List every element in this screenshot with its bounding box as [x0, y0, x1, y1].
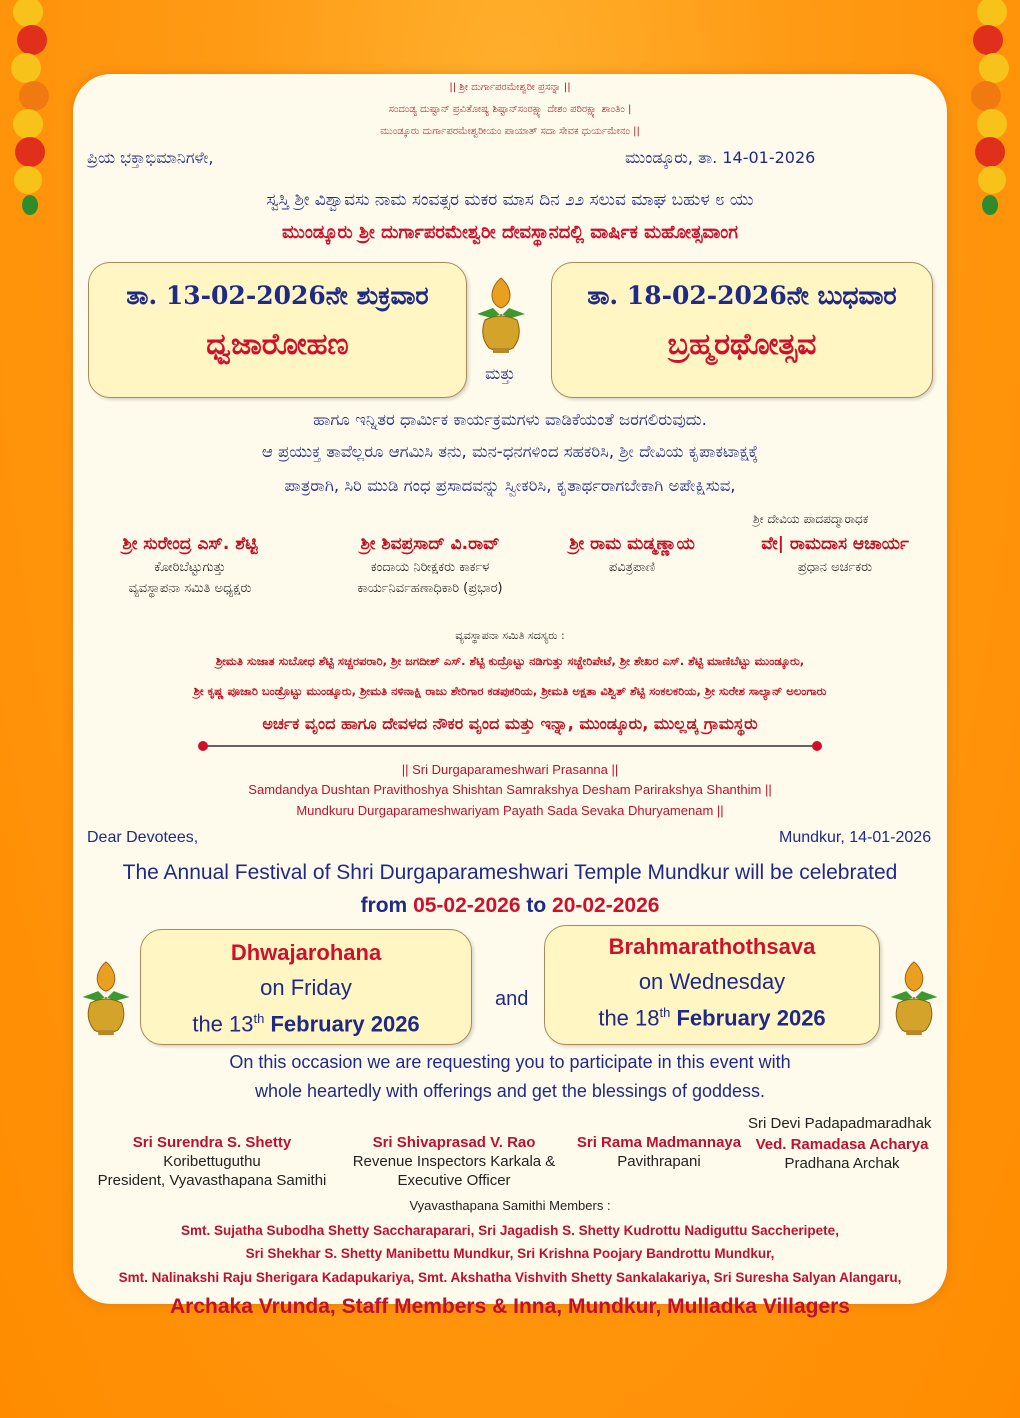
en-header-line-1: || Sri Durgaparameshwari Prasanna || — [401, 762, 619, 777]
kn-signatory-2 — [325, 534, 535, 596]
kn-intro-line-1: ಸ್ವಸ್ತಿ ಶ್ರೀ ವಿಶ್ವಾವಸು ನಾಮ ಸಂವತ್ಸರ ಮಕರ ಮಾಸ ದಿನ ೨೨ ಸಲುವ ಮಾಘ ಬಹುಳ ೮ ಯು — [266, 190, 754, 210]
en-members-line-1: Smt. Sujatha Subodha Shetty Saccharaparari, Sri Jagadish S. Shetty Kudrottu Nadiguttu Saccheripete, — [181, 1223, 839, 1238]
en-from-label: from — [360, 894, 408, 917]
kalash-right-icon — [879, 958, 949, 1038]
invitation-card — [73, 74, 947, 1318]
en-box2-the: the 18 — [598, 1005, 660, 1031]
en-signatory-2 — [343, 1134, 565, 1189]
kn-members-line-2: ಶ್ರೀ ಕೃಷ್ಣ ಪೂಜಾರಿ ಬಂಡ್ರೊಟ್ಟು ಮುಂಡ್ಕೂರು, ಶ್ರೀಮತಿ ನಳಿನಾಕ್ಷಿ ರಾಜು ಶೇರಿಗಾರ ಕಡಪುಕರಿಯ, ಶ್ರೀಮತಿ ಅಕ್ಷತಾ ವಿಶ್ವಿತ್ ಶೆಟ್ಟಿ ಸಂಕಲಕರಿಯ, ಶ್ರೀ ಸುರೇಶ ಸಾಲ್ಯಾನ್ ಅಲಂಗಾರು — [193, 684, 827, 698]
kn-signatory-3 — [547, 534, 717, 575]
en-sig2-sub1: Revenue Inspectors Karkala & — [352, 1153, 556, 1170]
marigold-garland-right — [960, 0, 1020, 215]
kn-box2-date: ತಾ. 18-02-2026ನೇ ಬುಧವಾರ — [587, 281, 897, 310]
en-sig1-name: Sri Surendra S. Shetty — [132, 1134, 292, 1151]
en-from-date: 05-02-2026 — [413, 894, 521, 917]
en-signatory-3 — [569, 1134, 749, 1170]
kn-sig4-sub1: ಪ್ರಧಾನ ಅರ್ಚಕರು — [797, 560, 873, 575]
en-box2-title: Brahmarathothsava — [608, 934, 816, 959]
en-box-dhwajarohana — [140, 929, 472, 1045]
en-header-line-2: Samdandya Dushtan Pravithoshya Shishtan Samrakshya Desham Parirakshya Shanthim || — [248, 782, 772, 797]
en-box1-line1: on Friday — [260, 975, 352, 1000]
kn-header-line-1: || ಶ್ರೀ ದುರ್ಗಾಪರಮೇಶ್ವರೀ ಪ್ರಸನ್ನಾ || — [449, 82, 571, 93]
kn-sig3-sub1: ಪವಿತ್ರಪಾಣಿ — [608, 560, 656, 575]
kn-header-line-3: ಮುಂಡ್ಕೂರು ದುರ್ಗಾಪರಮೇಶ್ವರೀಯಂ ಪಾಯಾತ್ ಸದಾ ಸೇವಕ ಧುರ್ಯಮೇನಂ || — [380, 126, 640, 137]
kn-box-dhwajarohana — [88, 262, 467, 398]
kn-intro-line-2: ಮುಂಡ್ಕೂರು ಶ್ರೀ ದುರ್ಗಾಪರಮೇಶ್ವರೀ ದೇವಸ್ಥಾನದಲ್ಲಿ ವಾರ್ಷಿಕ ಮಹೋತ್ಸವಾಂಗ — [281, 222, 739, 243]
kn-sig1-sub1: ಕೋರಿಬೆಟ್ಟುಗುತ್ತು — [154, 560, 226, 575]
en-sig4-name: Ved. Ramadasa Acharya — [755, 1136, 929, 1153]
divider-line — [197, 740, 823, 752]
en-members-line-3: Smt. Nalinakshi Raju Sherigara Kadapukariya, Smt. Akshatha Vishvith Shetty Sankalakariya, Sri Suresha Salyan Alangaru, — [118, 1270, 902, 1285]
en-sig3-sub1: Pavithrapani — [617, 1153, 701, 1170]
kn-body-line-3: ಪಾತ್ರರಾಗಿ, ಸಿರಿ ಮುಡಿ ಗಂಧ ಪ್ರಸಾದವನ್ನು ಸ್ವೀಕರಿಸಿ, ಕೃತಾರ್ಥರಾಗಬೇಕಾಗಿ ಅಪೇಕ್ಷಿಸುವ, — [284, 476, 736, 495]
en-members-label: Vyavasthapana Samithi Members : — [409, 1198, 611, 1213]
kn-sig1-name: ಶ್ರೀ ಸುರೇಂದ್ರ ಎಸ್. ಶೆಟ್ಟಿ — [122, 534, 258, 554]
en-box2-month: February 2026 — [676, 1005, 826, 1031]
en-box1-month: February 2026 — [270, 1011, 420, 1037]
kn-sig3-name: ಶ್ರೀ ರಾಮ ಮಡ್ಮಣ್ಣಾಯ — [569, 534, 695, 554]
en-signatory-4 — [749, 1136, 935, 1172]
en-signatory-1 — [87, 1134, 337, 1189]
kn-box1-title: ಧ್ವಜಾರೋಹಣ — [206, 327, 349, 362]
kalash-left-icon — [71, 958, 141, 1038]
en-intro: The Annual Festival of Shri Durgaparameshwari Temple Mundkur will be celebrated — [122, 861, 898, 884]
kn-sig2-name: ಶ್ರೀ ಶಿವಪ್ರಸಾದ್ ವಿ.ರಾವ್ — [360, 534, 500, 554]
kn-sig1-sub2: ವ್ಯವಸ್ಥಾಪನಾ ಸಮಿತಿ ಅಧ್ಯಕ್ಷರು — [128, 581, 252, 596]
kn-closing: ಅರ್ಚಕ ವೃಂದ ಹಾಗೂ ದೇವಳದ ನೌಕರ ವೃಂದ ಮತ್ತು ಇನ್ನಾ, ಮುಂಡ್ಕೂರು, ಮುಲ್ಲಡ್ಕ ಗ್ರಾಮಸ್ಥರು — [262, 714, 758, 733]
kn-greeting: ಪ್ರಿಯ ಭಕ್ತಾಭಿಮಾನಿಗಳೇ, — [87, 148, 214, 167]
en-box1-sup: th — [253, 1011, 265, 1026]
en-box-brahmarathothsava — [544, 925, 880, 1045]
en-to-label: to — [526, 894, 547, 917]
en-box1-date — [141, 1011, 471, 1037]
marigold-garland-left — [0, 0, 60, 215]
kn-and: ಮತ್ತು — [485, 364, 516, 383]
kn-sig4-name: ವೇ| ರಾಮದಾಸ ಆಚಾರ್ಯ — [761, 534, 909, 554]
kalash-icon — [471, 274, 531, 356]
kn-box-brahmarathothsava — [551, 262, 933, 398]
en-date-range — [73, 894, 947, 918]
kn-box2-title: ಬ್ರಹ್ಮರಥೋತ್ಸವ — [667, 327, 817, 362]
kn-box1-date: ತಾ. 13-02-2026ನೇ ಶುಕ್ರವಾರ — [126, 281, 429, 310]
en-sig-top-label: Sri Devi Padapadmaradhak — [748, 1115, 932, 1132]
en-and: and — [495, 988, 529, 1010]
en-place-date: Mundkur, 14-01-2026 — [779, 829, 932, 846]
en-box1-title: Dhwajarohana — [230, 940, 382, 965]
en-box1-the: the 13 — [192, 1011, 254, 1037]
en-sig1-sub1: Koribettuguthu — [163, 1153, 261, 1170]
kn-signatory-4 — [735, 534, 935, 575]
en-body-line-1: On this occasion we are requesting you to participate in this event with — [229, 1052, 791, 1072]
en-body-line-2: whole heartedly with offerings and get the blessings of goddess. — [255, 1081, 765, 1101]
en-header-line-3: Mundkuru Durgaparameshwariyam Payath Sada Sevaka Dhuryamenam || — [296, 803, 724, 818]
en-greeting: Dear Devotees, — [87, 829, 199, 846]
en-sig1-sub2: President, Vyavasthapana Samithi — [97, 1172, 327, 1189]
kn-sig-top-label: ಶ್ರೀ ದೇವಿಯ ಪಾದಪದ್ಮಾರಾಧಕ — [753, 512, 869, 526]
kn-sig2-sub1: ಕಂದಾಯ ನಿರೀಕ್ಷಕರು ಕಾರ್ಕಳ — [370, 560, 490, 575]
en-closing: Archaka Vrunda, Staff Members & Inna, Mundkur, Mulladka Villagers — [170, 1295, 850, 1318]
kn-header-line-2: ಸಂದಂಡ್ಯ ದುಷ್ಟಾನ್ ಪ್ರವಿತೋಷ್ಯ ಶಿಷ್ಟಾನ್‌ಸಂರಕ್ಷ್ಯಾ ದೇಶಂ ಪರಿರಕ್ಷ್ಯಾ ಶಾಂತಿಂ | — [388, 104, 632, 115]
kn-members-line-1: ಶ್ರೀಮತಿ ಸುಜಾತ ಸುಬೋಧ ಶೆಟ್ಟಿ ಸಚ್ಚರಪರಾರಿ, ಶ್ರೀ ಜಗದೀಶ್ ಎಸ್. ಶೆಟ್ಟಿ ಕುದ್ರೊಟ್ಟು ನಡಿಗುತ್ತು ಸಚ್ಚೇರಿಪೇಟೆ, ಶ್ರೀ ಶೇಖರ ಎಸ್. ಶೆಟ್ಟಿ ಮಾಣಿಬೆಟ್ಟು ಮುಂಡ್ಕೂರು, — [215, 654, 805, 668]
en-sig4-sub1: Pradhana Archak — [784, 1155, 900, 1172]
kn-body-line-2: ಆ ಪ್ರಯುಕ್ತ ತಾವೆಲ್ಲರೂ ಆಗಮಿಸಿ ತನು, ಮನ-ಧನಗಳಿಂದ ಸಹಕರಿಸಿ, ಶ್ರೀ ದೇವಿಯ ಕೃಪಾಕಟಾಕ್ಷಕ್ಕೆ — [261, 442, 759, 461]
en-box2-sup: th — [659, 1005, 671, 1020]
en-to-date: 20-02-2026 — [552, 894, 660, 917]
en-members-line-2: Sri Shekhar S. Shetty Manibettu Mundkur, Sri Krishna Poojary Bandrottu Mundkur, — [245, 1246, 775, 1261]
kn-signatory-1 — [95, 534, 285, 596]
kn-sig2-sub2: ಕಾರ್ಯನಿರ್ವಹಣಾಧಿಕಾರಿ (ಪ್ರಭಾರ) — [357, 581, 503, 596]
en-box2-line1: on Wednesday — [638, 969, 786, 994]
kn-members-label: ವ್ಯವಸ್ಥಾಪನಾ ಸಮಿತಿ ಸದಸ್ಯರು : — [455, 629, 565, 642]
kn-body-line-1: ಹಾಗೂ ಇನ್ನಿತರ ಧಾರ್ಮಿಕ ಕಾರ್ಯಕ್ರಮಗಳು ವಾಡಿಕೆಯಂತೆ ಜರಗಲಿರುವುದು. — [313, 410, 707, 429]
en-sig2-name: Sri Shivaprasad V. Rao — [372, 1134, 536, 1151]
en-sig3-name: Sri Rama Madmannaya — [576, 1134, 742, 1151]
en-box2-date — [545, 1005, 879, 1031]
en-sig2-sub2: Executive Officer — [397, 1172, 511, 1189]
kn-place-date: ಮುಂಡ್ಕೂರು, ತಾ. 14-01-2026 — [625, 148, 816, 167]
